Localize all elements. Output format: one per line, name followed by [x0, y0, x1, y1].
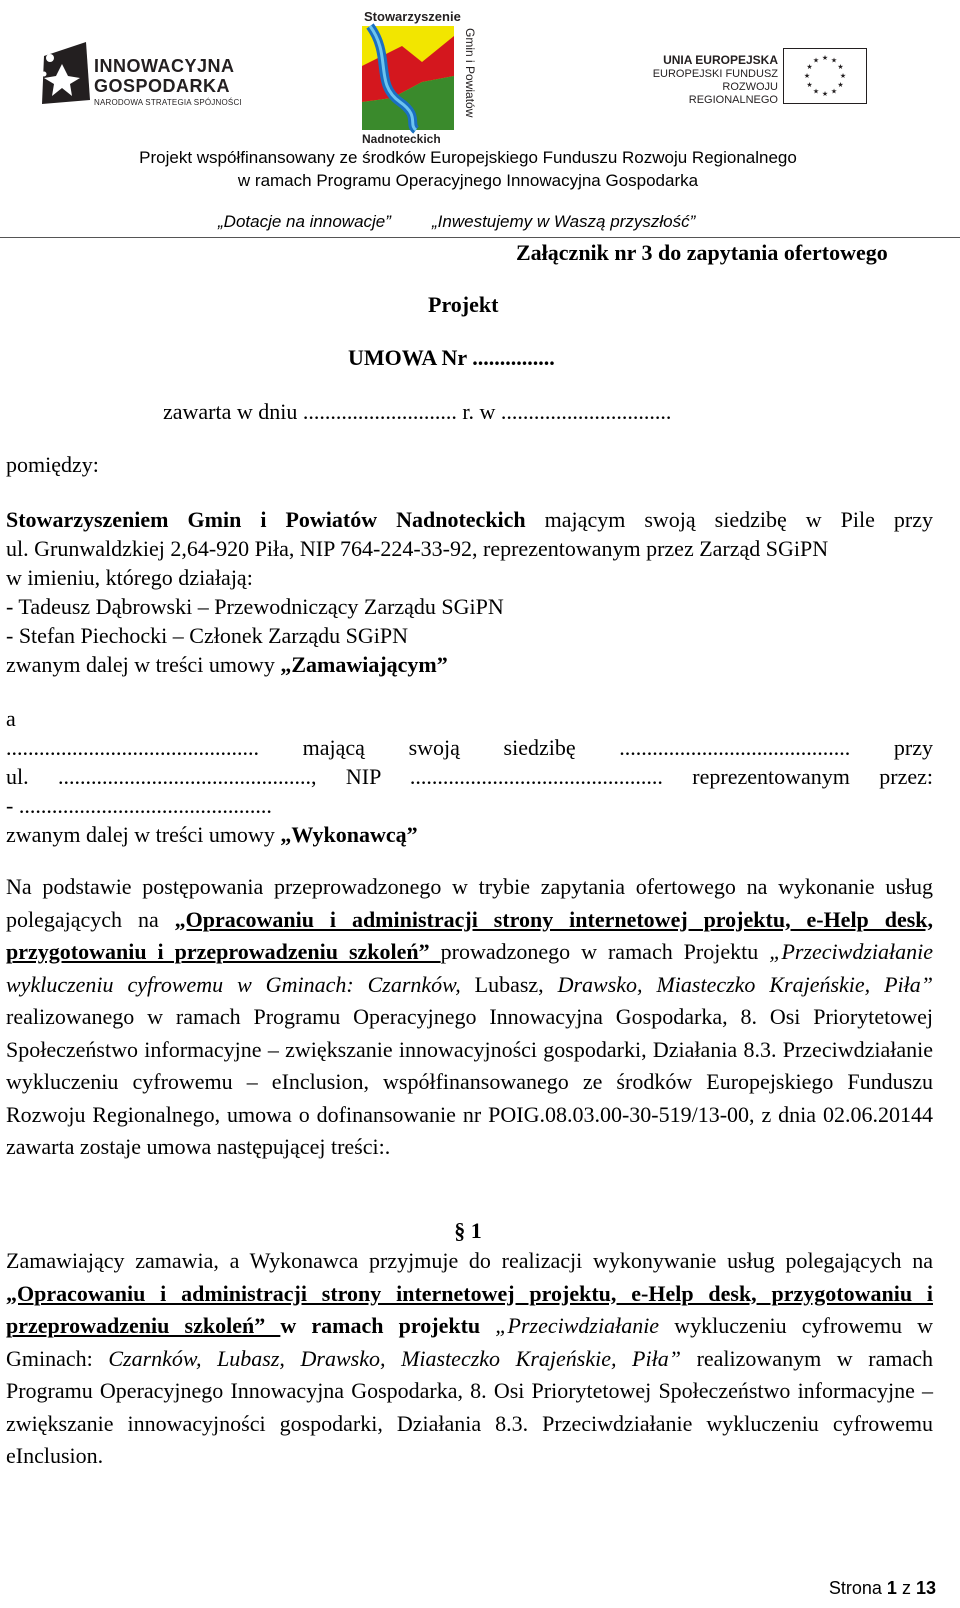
stowarzyszenie-logo-bottom-text: Nadnoteckich — [362, 132, 441, 146]
attachment-label: Załącznik nr 3 do zapytania ofertowego — [516, 240, 888, 265]
party1-rep-2: - Stefan Piechocki – Członek Zarządu SGiPN — [6, 623, 409, 648]
basis-text-3: Lubasz, — [460, 971, 558, 997]
party1-called-name: „Zamawiającym” — [280, 652, 448, 677]
between-label: pomiędzy: — [6, 452, 99, 477]
party2-called-name: „Wykonawcą” — [280, 822, 418, 847]
basis-text-4: realizowanego w ramach Programu Operacyjnego Innowacyjna Gospodarka, 8. Osi Priorytetowej Społeczeństwo informacyjne – zwiększanie innowacyjności gospodarki, Działania 8.3. Przeciwdziałanie wykluczeniu cyfrowemu – eInclusion, współfinansowanego ze środków Europejskiego Funduszu Rozwoju Regionalnego, umowa o dofinansowanie nr POIG.08.03.00-30-519/13-00, z dnia 02.06.20144 zawarta zostaje umowa następującej treści:. — [6, 1004, 933, 1159]
svg-text:★: ★ — [830, 56, 838, 65]
logo-line-3: NARODOWA STRATEGIA SPÓJNOŚCI — [94, 98, 242, 107]
section1-service-name: „Opracowaniu i administracji strony internetowej projektu, e-Help desk, przygotowaniu i przeprowadzeniu szkoleń” — [6, 1280, 933, 1338]
svg-text:★: ★ — [830, 87, 838, 96]
party1-block — [6, 505, 933, 679]
page-total: 13 — [915, 1578, 936, 1598]
stowarzyszenie-logo-top-text: Stowarzyszenie — [364, 9, 461, 24]
logo-line-1: INNOWACYJNA — [94, 56, 235, 76]
party2-line-1: .............................................. mającą swoją siedzibę .......................................... przy — [6, 735, 933, 760]
svg-text:★: ★ — [812, 56, 820, 65]
section1-project-name-1: „Przeciwdziałanie — [495, 1313, 660, 1338]
innowacyjna-gospodarka-mark-icon — [36, 38, 92, 108]
eu-logo-line-1: UNIA EUROPEJSKA — [663, 53, 778, 67]
section-1-paragraph — [6, 1245, 933, 1473]
party1-acting: w imieniu, którego działają: — [6, 565, 253, 590]
svg-text:★: ★ — [837, 63, 844, 71]
party2-line-2: ul. .............................................., NIP .............................................. reprezentowanym przez: — [6, 764, 933, 789]
party2-called-prefix: zwanym dalej w treści umowy — [6, 822, 281, 847]
slogan-left: „Dotacje na innowacje” — [218, 212, 391, 231]
contract-date-place: zawarta w dniu ............................ r. w ............................... — [163, 399, 672, 424]
svg-text:★: ★ — [821, 90, 829, 98]
section1-project-name-2: Czarnków, Lubasz, Drawsko, Miasteczko Krajeńskie, Piła” — [108, 1345, 681, 1371]
basis-service-name: „Opracowaniu i administracji strony internetowej projektu, e-Help desk, przygotowaniu i przeprowadzeniu szkoleń” — [6, 906, 934, 964]
svg-text:★: ★ — [837, 81, 844, 89]
slogan-right: „Inwestujemy w Waszą przyszłość” — [432, 212, 696, 231]
party2-line-3: - .............................................. — [6, 793, 272, 818]
party1-seat: mającym swoją siedzibę w Pile przy — [525, 507, 933, 532]
section1-text-1: Zamawiający zamawia, a Wykonawca przyjmuje do realizacji wykonywanie usług polegających na — [6, 1248, 933, 1273]
stowarzyszenie-logo — [362, 6, 482, 146]
svg-text:★: ★ — [803, 72, 811, 80]
party1-rep-1: - Tadeusz Dąbrowski – Przewodniczący Zarządu SGiPN — [6, 594, 504, 619]
page-number — [829, 1578, 936, 1599]
party1-address: ul. Grunwaldzkiej 2,64-920 Piła, NIP 764-224-33-92, reprezentowanym przez Zarząd SGiPN — [6, 536, 829, 561]
contract-title: UMOWA Nr ............... — [348, 345, 555, 370]
svg-text:★: ★ — [806, 63, 813, 71]
section1-text-2: w ramach projektu — [280, 1313, 496, 1338]
page-header — [0, 0, 960, 240]
section1-text-3: wykluczeniu cyfrowemu w Gminach: — [6, 1313, 934, 1371]
unia-europejska-logo — [650, 48, 890, 108]
svg-text:★: ★ — [821, 54, 829, 62]
svg-text:★: ★ — [812, 87, 820, 96]
eu-logo-line-2: EUROPEJSKI FUNDUSZ — [652, 68, 778, 80]
funding-line-1: Projekt współfinansowany ze środków Europejskiego Funduszu Rozwoju Regionalnego — [139, 148, 797, 167]
eu-logo-line-3: ROZWOJU REGIONALNEGO — [688, 81, 778, 106]
innowacyjna-gospodarka-logo — [36, 38, 256, 112]
svg-text:★: ★ — [839, 72, 847, 80]
page-sep: z — [901, 1578, 911, 1598]
basis-project-name-1: „Przeciwdziałanie wykluczeniu cyfrowemu w Gminach: Czarnków, — [6, 939, 933, 997]
section1-text-4: realizowanym w ramach Programu Operacyjnego Innowacyjna Gospodarka, 8. Osi Priorytetowej Społeczeństwo informacyjne – zwiększanie innowacyjności gospodarki, Działania 8.3. Przeciwdziałanie wykluczeniu cyfrowemu eInclusion. — [6, 1345, 934, 1468]
basis-project-name-2: Drawsko, Miasteczko Krajeńskie, Piła” — [557, 971, 934, 997]
basis-paragraph — [6, 871, 933, 1164]
section-1-heading: § 1 — [454, 1218, 482, 1243]
project-label: Projekt — [428, 292, 499, 317]
logo-line-2: GOSPODARKA — [94, 76, 231, 96]
party2-block — [6, 704, 933, 849]
basis-text-2: prowadzonego w ramach Projektu — [440, 939, 770, 964]
party1-name: Stowarzyszeniem Gmin i Powiatów Nadnoteckich — [6, 507, 526, 532]
eu-flag-icon — [783, 48, 867, 104]
svg-text:★: ★ — [806, 81, 813, 89]
funding-line-2: w ramach Programu Operacyjnego Innowacyjna Gospodarka — [237, 171, 699, 190]
page-word: Strona — [828, 1578, 882, 1598]
stowarzyszenie-logo-side-text: Gmin i Powiatów — [463, 28, 477, 118]
party1-called-prefix: zwanym dalej w treści umowy — [6, 652, 281, 677]
page-current: 1 — [886, 1578, 897, 1598]
and-label: a — [6, 706, 16, 731]
basis-text-1: Na podstawie postępowania przeprowadzonego w trybie zapytania ofertowego na wykonanie usług polegających na — [6, 874, 933, 932]
